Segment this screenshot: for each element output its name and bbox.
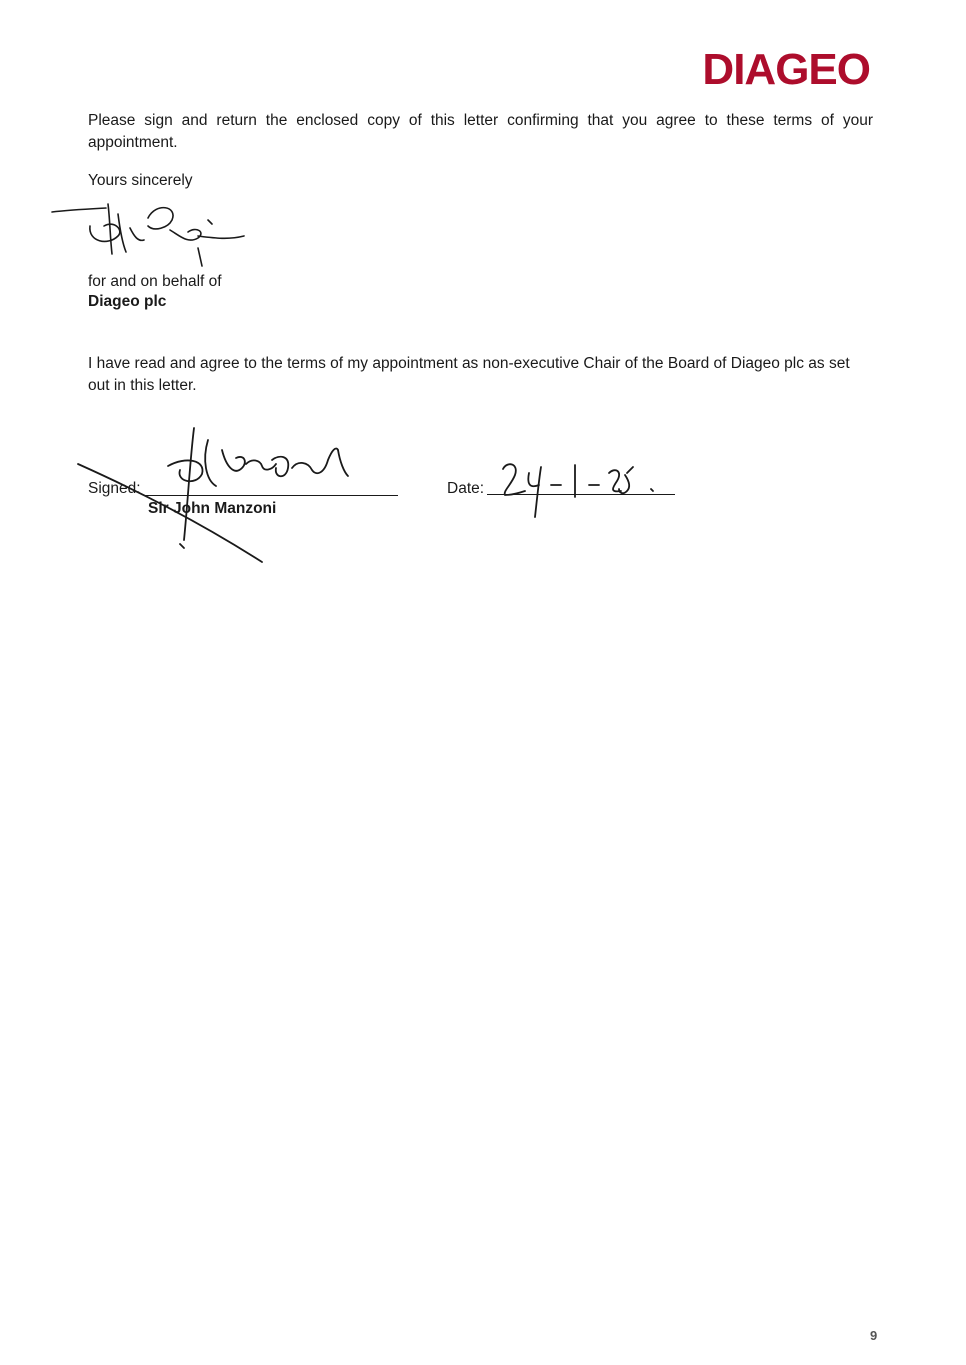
company-signature xyxy=(48,196,248,276)
diageo-logo: DIAGEO xyxy=(702,45,870,94)
date-label: Date: xyxy=(447,480,485,497)
closing-salutation: Yours sincerely xyxy=(88,172,193,189)
signer-name: Sir John Manzoni xyxy=(148,500,277,517)
acceptance-paragraph: I have read and agree to the terms of my appointment as non-executive Chair of the Board of Diageo plc as set out in this letter. xyxy=(88,355,850,394)
handwritten-date xyxy=(495,455,675,525)
page-number: 9 xyxy=(870,1328,878,1343)
return-instructions-paragraph: Please sign and return the enclosed copy of this letter confirming that you agree to these terms of your appointment. xyxy=(88,112,873,151)
signer-signature xyxy=(76,420,376,570)
signed-label: Signed: xyxy=(88,480,141,497)
on-behalf-text: for and on behalf of xyxy=(88,273,222,290)
company-name: Diageo plc xyxy=(88,293,167,310)
